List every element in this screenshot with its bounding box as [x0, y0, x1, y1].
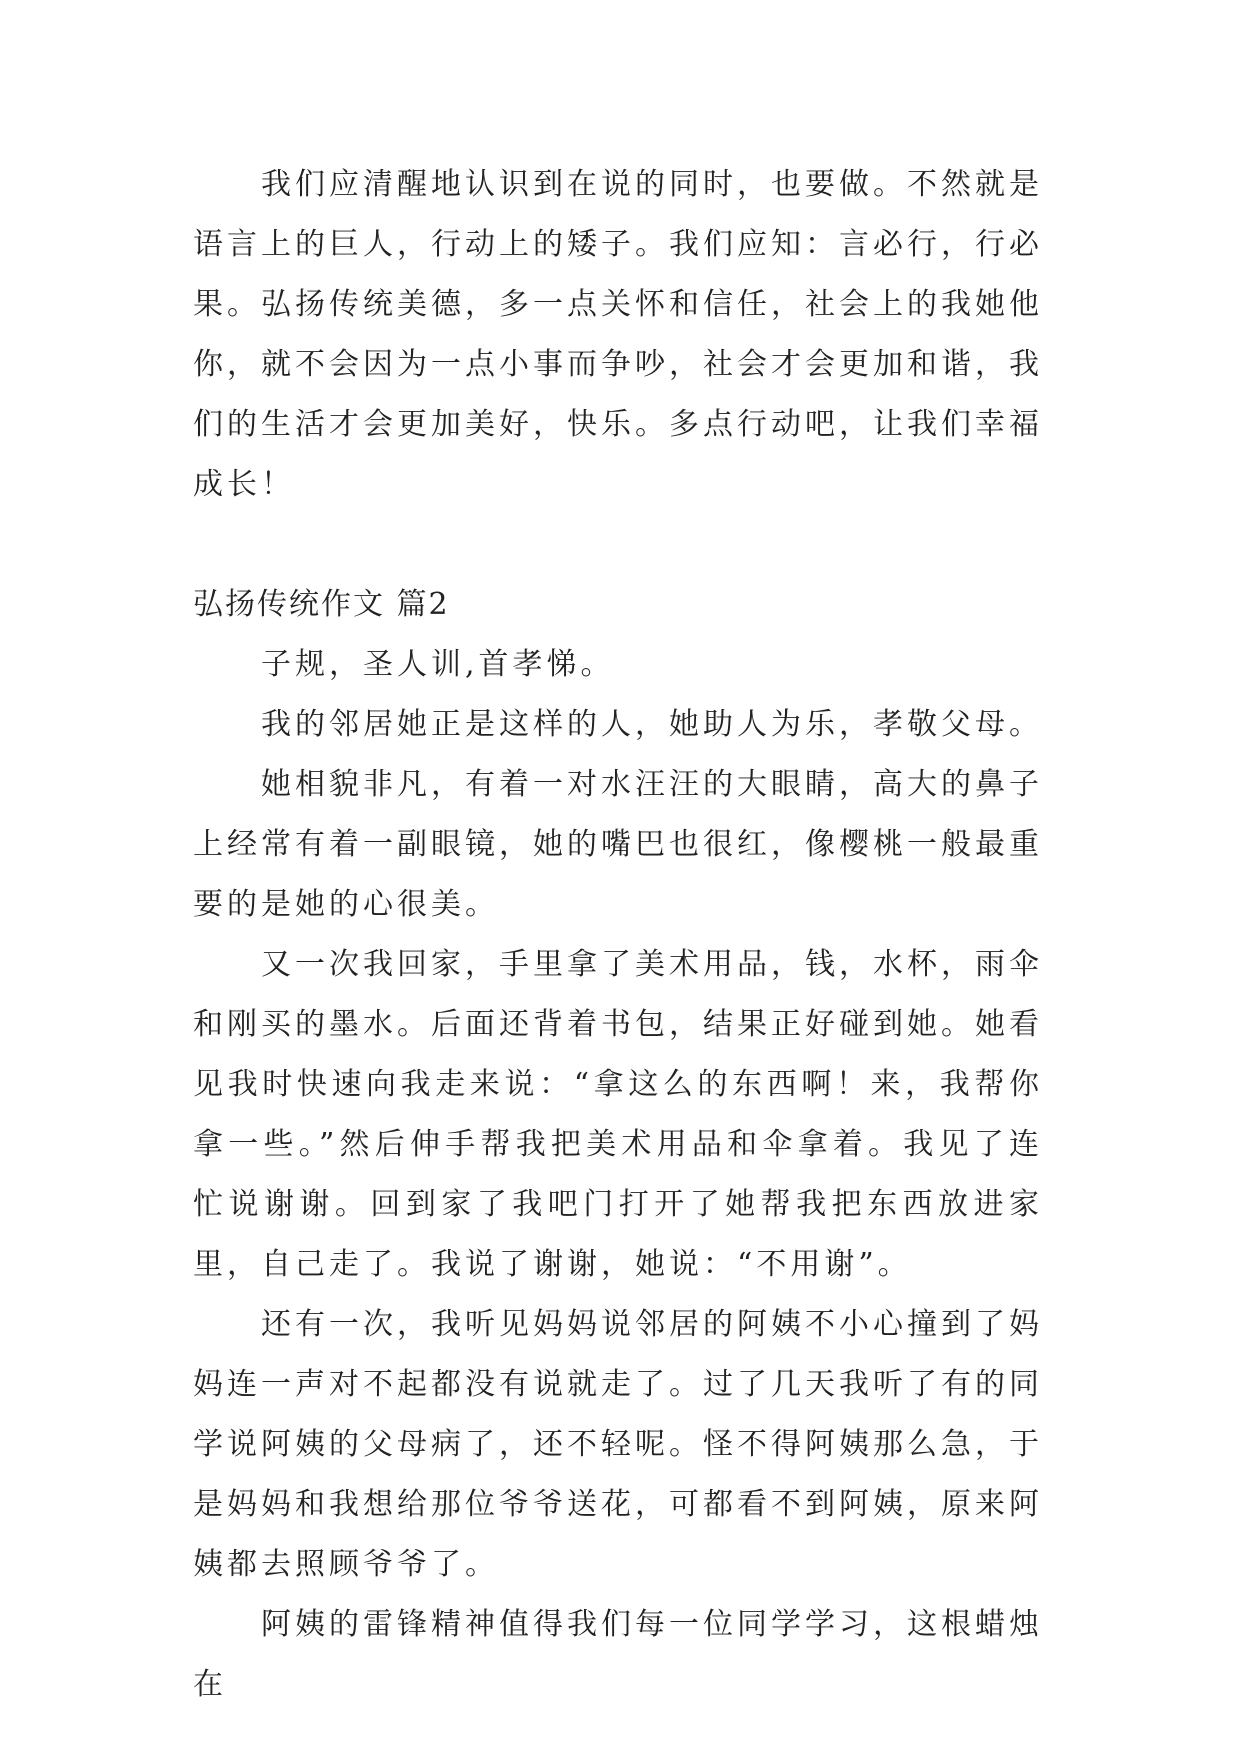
paragraph: 又一次我回家，手里拿了美术用品，钱，水杯，雨伞和刚买的墨水。后面还背着书包，结果正好碰到她。她看见我时快速向我走来说：“拿这么的东西啊！来，我帮你拿一些。”然后伸手帮我把美术用品和伞拿着。我见了连忙说谢谢。回到家了我吧门打开了她帮我把东西放进家里，自己走了。我说了谢谢，她说：“不用谢”。 [193, 947, 1043, 1282]
paragraph: 还有一次，我听见妈妈说邻居的阿姨不小心撞到了妈妈连一声对不起都没有说就走了。过了几天我听了有的同学说阿姨的父母病了，还不轻呢。怪不得阿姨那么急，于是妈妈和我想给那位爷爷送花，可都看不到阿姨，原来阿姨都去照顾爷爷了。 [193, 1307, 1043, 1582]
paragraph: 阿姨的雷锋精神值得我们每一位同学学习，这根蜡烛在 [193, 1607, 1043, 1702]
paragraph: 我们应清醒地认识到在说的同时，也要做。不然就是语言上的巨人，行动上的矮子。我们应知：言必行，行必果。弘扬传统美德，多一点关怀和信任，社会上的我她他你，就不会因为一点小事而争吵，社会才会更加和谐，我们的生活才会更加美好，快乐。多点行动吧，让我们幸福成长！ [193, 167, 1043, 502]
paragraph: 子规，圣人训,首孝悌。 [261, 647, 615, 682]
section-spacer [193, 515, 1043, 575]
document-body [193, 155, 1043, 1715]
section-heading: 弘扬传统作文 篇2 [193, 587, 450, 622]
paragraph: 她相貌非凡，有着一对水汪汪的大眼睛，高大的鼻子上经常有着一副眼镜，她的嘴巴也很红，像樱桃一般最重要的是她的心很美。 [193, 767, 1043, 922]
paragraph: 我的邻居她正是这样的人，她助人为乐，孝敬父母。 [261, 707, 1043, 742]
